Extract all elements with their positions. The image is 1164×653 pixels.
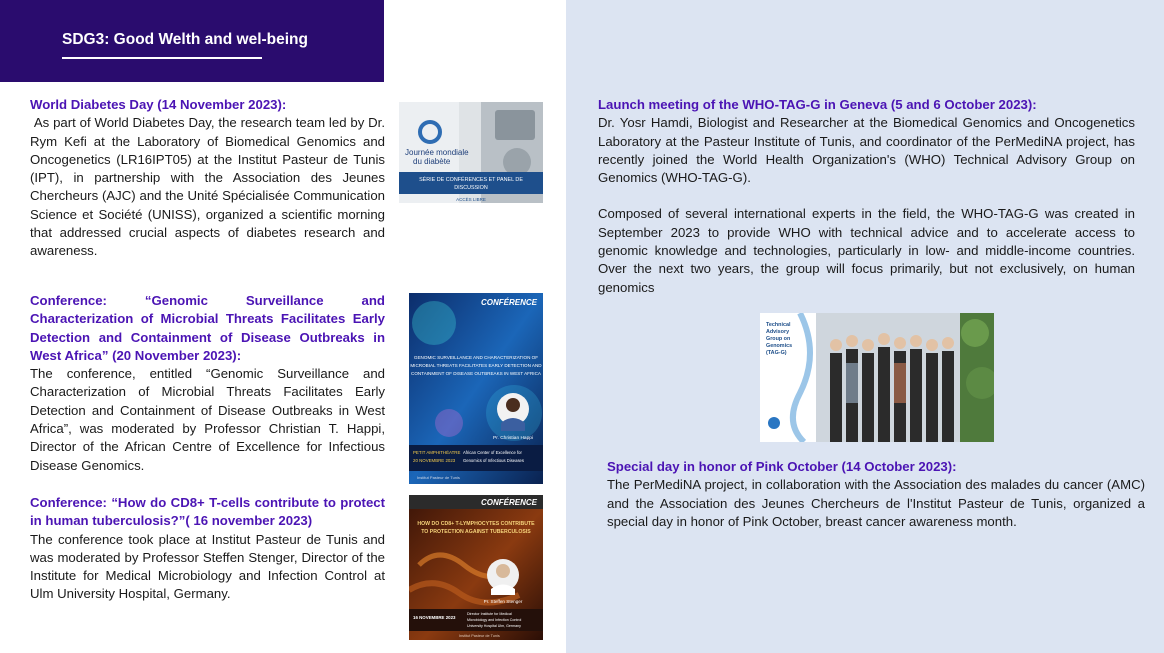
poster-date: 16 NOVEMBRE 2023 [413, 615, 456, 620]
article-title: Conference: “Genomic Surveillance and Characterization of Microbial Threats Facilitates Early Detection and Containment of Disease Outbreaks in West Africa” (20 November 2023): [30, 293, 385, 363]
poster-speaker: Pr. Steffen Stenger [483, 599, 523, 604]
genomic-surveillance-poster [409, 293, 543, 484]
poster-badge: CONFÉRENCE [480, 498, 537, 507]
article-cd8-tuberculosis [30, 494, 385, 604]
poster-org: Genomics of Infectious Diseases [463, 458, 524, 463]
poster-title-line: HOW DO CD8+ T-LYMPHOCYTES CONTRIBUTE [417, 521, 535, 527]
banner-text: Technical [766, 322, 791, 328]
article-body: As part of World Diabetes Day, the research team led by Dr. Rym Kefi at the Laboratory of Biomedical Genomics and Oncogenetics (LR16IPT05) at the Institut Pasteur de Tunis (IPT), in partnership with the Association des Jeunes Chercheurs (AJC) and the Unité Spécialisée Communication Science et Société (UNISS), organized a scientific morning that addressed crucial aspects of diabetes research and awareness. [30, 115, 389, 259]
poster-date: 20 NOVEMBRE 2023 [413, 458, 456, 463]
poster-title-line: GENOMIC SURVEILLANCE AND CHARACTERIZATION OF [413, 355, 539, 360]
article-paragraph: Dr. Yosr Hamdi, Biologist and Researcher at the Biomedical Genomics and Oncogenetics Laboratory at the Pasteur Institute of Tunis, and coordinator of the PerMediNA project, has recently joined the World Health Organization's (WHO) Technical Advisory Group on Genomics (WHO-TAG-G). [598, 115, 1135, 186]
diabetes-day-poster [399, 102, 543, 203]
article-body: The conference took place at Institut Pasteur de Tunis and was moderated by Professor Steffen Stenger, Director of the Institute for Medical Microbiology and Infection Control at Ulm University Hospital, Germany. [30, 531, 385, 602]
banner-text: Genomics [766, 343, 793, 349]
poster-title-line: TO PROTECTION AGAINST TUBERCULOSIS [421, 529, 531, 535]
banner-text: Advisory [766, 329, 790, 335]
article-paragraph: Composed of several international experts in the field, the WHO-TAG-G was created in September 2023 to provide WHO with technical advice and to accelerate access to genomic knowledge and technologies, particularly in low- and middle-income countries. Over the next two years, the group will focus primarily, but not exclusively, on human genomics [598, 206, 1135, 295]
poster-footer: ACCÈS LIBRE [456, 197, 486, 202]
poster-banner-text: DISCUSSION [454, 185, 488, 191]
poster-org: University Hospital Ulm, Germany [467, 624, 521, 628]
banner-text: Group on [766, 336, 791, 342]
article-genomic-surveillance [30, 292, 385, 475]
article-title: Special day in honor of Pink October (14 October 2023): [607, 459, 957, 474]
poster-footer: Institut Pasteur de Tunis [459, 634, 500, 638]
poster-title-line: CONTAINMENT OF DISEASE OUTBREAKS IN WEST AFRICA [411, 371, 541, 376]
title-underline [62, 57, 262, 59]
article-body: The conference, entitled “Genomic Surveillance and Characterization of Microbial Threats Facilitates Early Detection and Containment of Disease Outbreaks in West Africa”, was moderated by Professor Christian T. Happi, Director of the African Centre of Excellence for Infectious Disease Genomics. [30, 366, 385, 473]
poster-badge: CONFÉRENCE [480, 298, 537, 307]
poster-org: African Center of Excellence for [463, 450, 522, 455]
poster-org: Microbiology and Infection Control [467, 618, 522, 622]
poster-footer: Institut Pasteur de Tunis [417, 475, 460, 480]
poster-banner-text: SÉRIE DE CONFÉRENCES ET PANEL DE [419, 177, 523, 183]
poster-title-line: MICROBIAL THREATS FACILITATES EARLY DETECTION AND [410, 363, 542, 368]
poster-title-line: du diabète [413, 157, 451, 166]
article-body: The PerMediNA project, in collaboration with the Association des malades du cancer (AMC) and the Association des Jeunes Chercheurs de l'Institut Pasteur de Tunis, organized a special day in honor of Pink October, breast cancer awareness month. [607, 477, 1145, 529]
poster-org: Director Institute for Medical [467, 612, 512, 616]
poster-speaker: Pr. Christian Happi [493, 436, 533, 441]
who-emblem-icon [768, 417, 780, 429]
banner-text: (TAG-G) [766, 350, 787, 356]
article-title: World Diabetes Day (14 November 2023): [30, 97, 287, 112]
poster-title-line: Journée mondiale [405, 148, 469, 157]
article-who-tag-g [598, 96, 1135, 297]
page-title: SDG3: Good Welth and wel-being [62, 31, 308, 48]
header-band [0, 0, 384, 82]
article-title: Launch meeting of the WHO-TAG-G in Geneva (5 and 6 October 2023): [598, 97, 1037, 112]
tuberculosis-poster [409, 495, 543, 640]
who-tag-g-group-photo [760, 313, 994, 442]
article-pink-october [607, 458, 1145, 531]
article-title: Conference: “How do CD8+ T-cells contribute to protect in human tuberculosis?”( 16 november 2023) [30, 495, 385, 529]
poster-venue: PETIT AMPHITHÉATRE [413, 450, 461, 455]
article-world-diabetes-day [30, 96, 389, 261]
